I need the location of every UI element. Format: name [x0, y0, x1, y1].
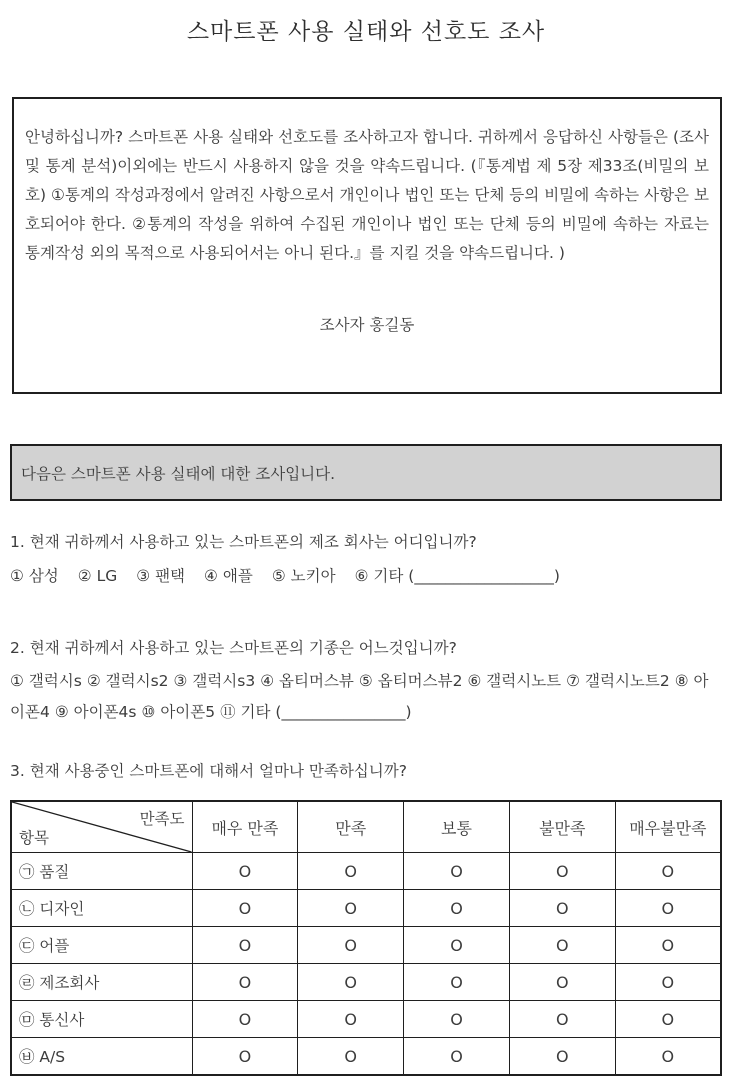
- page-title: 스마트폰 사용 실태와 선호도 조사: [186, 19, 546, 45]
- table-body: [11, 853, 721, 1076]
- row-label: ㉡ 디자인: [11, 890, 192, 927]
- table-row: [11, 1001, 721, 1038]
- choice-mark[interactable]: O: [404, 927, 510, 964]
- choice-mark[interactable]: O: [615, 927, 721, 964]
- question-1: [10, 532, 722, 592]
- surveyor-line: 조사자 홍길동: [319, 316, 415, 334]
- row-label: ㉥ A/S: [11, 1038, 192, 1076]
- choice-mark[interactable]: O: [192, 964, 298, 1001]
- row-label: ㉣ 제조회사: [11, 964, 192, 1001]
- choice-mark[interactable]: O: [615, 1038, 721, 1076]
- choice-mark[interactable]: O: [298, 853, 404, 890]
- answer-option[interactable]: ③ 팬택: [136, 567, 186, 585]
- column-header: 매우불만족: [615, 801, 721, 853]
- column-header: 보통: [404, 801, 510, 853]
- question-1-text: 1. 현재 귀하께서 사용하고 있는 스마트폰의 제조 회사는 어디입니까?: [10, 533, 477, 551]
- choice-mark[interactable]: O: [404, 1001, 510, 1038]
- answer-option[interactable]: ⑧ 아이폰4: [10, 672, 709, 721]
- section-banner-text: 다음은 스마트폰 사용 실태에 대한 조사입니다.: [21, 464, 336, 483]
- choice-mark[interactable]: O: [404, 964, 510, 1001]
- table-row: [11, 853, 721, 890]
- answer-option[interactable]: ④ 애플: [204, 567, 253, 585]
- question-2-options: [10, 666, 722, 728]
- choice-mark[interactable]: O: [404, 853, 510, 890]
- choice-mark[interactable]: O: [298, 1038, 404, 1076]
- answer-option[interactable]: ⑤ 노키아: [271, 567, 336, 585]
- choice-mark[interactable]: O: [192, 1038, 298, 1076]
- table-row: [11, 1038, 721, 1076]
- choice-mark[interactable]: O: [404, 890, 510, 927]
- answer-option[interactable]: ② LG: [77, 567, 118, 585]
- choice-mark[interactable]: O: [509, 1038, 615, 1076]
- answer-option[interactable]: ④ 옵티머스뷰: [260, 672, 354, 690]
- section-banner: [10, 444, 722, 501]
- question-3: [10, 761, 722, 781]
- table-row: [11, 964, 721, 1001]
- choice-mark[interactable]: O: [298, 1001, 404, 1038]
- question-1-options: [10, 561, 722, 592]
- choice-mark[interactable]: O: [298, 927, 404, 964]
- corner-label-satisfaction: 만족도: [139, 810, 185, 828]
- question-3-text: 3. 현재 사용중인 스마트폰에 대해서 얼마나 만족하십니까?: [10, 762, 407, 780]
- column-header: 만족: [298, 801, 404, 853]
- choice-mark[interactable]: O: [509, 964, 615, 1001]
- choice-mark[interactable]: O: [192, 927, 298, 964]
- choice-mark[interactable]: O: [615, 964, 721, 1001]
- choice-mark[interactable]: O: [509, 890, 615, 927]
- question-2-text: 2. 현재 귀하께서 사용하고 있는 스마트폰의 기종은 어느것입니까?: [10, 639, 457, 657]
- choice-mark[interactable]: O: [192, 1001, 298, 1038]
- row-label: ㉢ 어플: [11, 927, 192, 964]
- column-header: 불만족: [509, 801, 615, 853]
- row-label: ㉠ 품질: [11, 853, 192, 890]
- table-row: [11, 927, 721, 964]
- choice-mark[interactable]: O: [509, 1001, 615, 1038]
- choice-mark[interactable]: O: [404, 1038, 510, 1076]
- satisfaction-table: [10, 800, 722, 1076]
- answer-option[interactable]: ② 갤럭시s2: [86, 672, 169, 690]
- answer-option[interactable]: ⑤ 옵티머스뷰2: [358, 672, 463, 690]
- answer-option[interactable]: ⑥ 갤럭시노트: [467, 672, 562, 690]
- intro-text: 안녕하십니까? 스마트폰 사용 실태와 선호도를 조사하고자 합니다. 귀하께서 응답하신 사항들은 (조사 및 통계 분석)이외에는 반드시 사용하지 않을 것을 약속드립니다. (『통계법 제 5장 제33조(비밀의 보호) ①통계의 작성과정에서 알려진 사항으로서 개인이나 법인 또는 단체 등의 비밀에 속하는 사항은 보호되어야 한다. ②통계의 작성을 위하여 수집된 개인이나 법인 또는 단체 등의 비밀에 속하는 자료는 통계작성 외의 목적으로 사용되어서는 아니 된다.』를 지킬 것을 약속드립니다. ): [25, 128, 709, 262]
- row-label: ㉤ 통신사: [11, 1001, 192, 1038]
- corner-cell: [11, 801, 192, 853]
- choice-mark[interactable]: O: [298, 964, 404, 1001]
- answer-option[interactable]: ③ 갤럭시s3: [173, 672, 256, 690]
- choice-mark[interactable]: O: [509, 853, 615, 890]
- column-header: 매우 만족: [192, 801, 298, 853]
- choice-mark[interactable]: O: [615, 1001, 721, 1038]
- answer-option[interactable]: ⑥ 기타 (__________________): [354, 567, 560, 585]
- answer-option[interactable]: ⑦ 갤럭시노트2: [566, 672, 670, 690]
- question-2: [10, 638, 722, 728]
- choice-mark[interactable]: O: [615, 853, 721, 890]
- corner-label-item: 항목: [19, 829, 49, 847]
- choice-mark[interactable]: O: [615, 890, 721, 927]
- answer-option[interactable]: ① 갤럭시s: [10, 672, 82, 690]
- answer-option[interactable]: ⑨ 아이폰4s: [54, 703, 137, 721]
- choice-mark[interactable]: O: [192, 853, 298, 890]
- answer-option[interactable]: ⑪ 기타 (________________): [220, 703, 412, 721]
- intro-box: [12, 97, 722, 394]
- choice-mark[interactable]: O: [298, 890, 404, 927]
- choice-mark[interactable]: O: [192, 890, 298, 927]
- table-header-row: [11, 801, 721, 853]
- choice-mark[interactable]: O: [509, 927, 615, 964]
- table-row: [11, 890, 721, 927]
- answer-option[interactable]: ① 삼성: [10, 567, 59, 585]
- answer-option[interactable]: ⑩ 아이폰5: [141, 703, 216, 721]
